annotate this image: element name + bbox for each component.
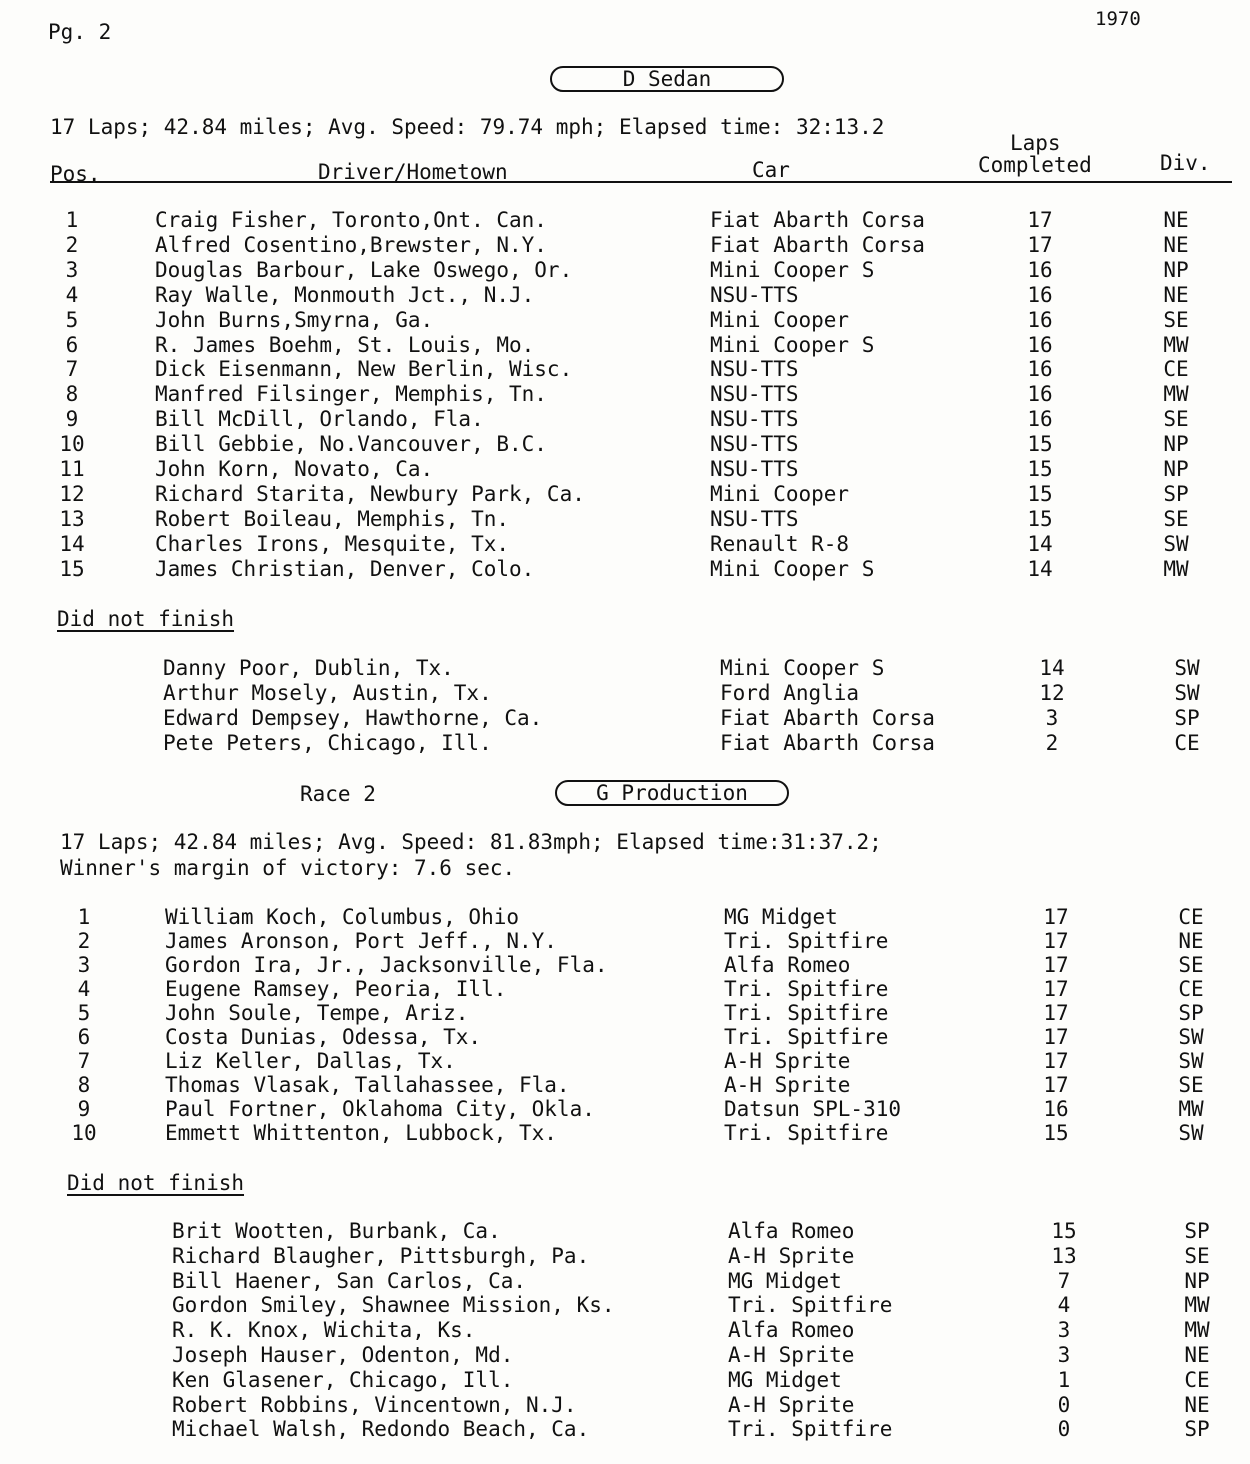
pos-cell: 7 [65, 357, 79, 382]
driver-cell: Eugene Ramsey, Peoria, Ill. [165, 977, 507, 1001]
table-row [0, 977, 1250, 1001]
pos-cell: 14 [59, 531, 85, 556]
laps-cell: 15 [1027, 506, 1053, 531]
div-cell: SP [1184, 1417, 1210, 1442]
div-cell: SP [1178, 1001, 1204, 1025]
pos-cell: 4 [65, 282, 79, 307]
car-cell: Mini Cooper S [710, 257, 875, 282]
laps-cell: 16 [1027, 307, 1053, 332]
table-row [0, 283, 1250, 307]
div-cell: NP [1163, 432, 1189, 457]
race2-dnf-heading: Did not finish [67, 1171, 245, 1195]
table-row [0, 1417, 1250, 1441]
driver-cell: Charles Irons, Mesquite, Tx. [155, 531, 510, 556]
driver-cell: Ken Glasener, Chicago, Ill. [172, 1367, 514, 1392]
car-cell: Fiat Abarth Corsa [720, 731, 935, 755]
table-row [0, 1073, 1250, 1097]
table-row [0, 1025, 1250, 1049]
car-cell: A-H Sprite [724, 1049, 851, 1073]
pos-cell: 5 [77, 1001, 91, 1025]
table-row [0, 681, 1250, 705]
car-cell: Alfa Romeo [728, 1219, 855, 1243]
table-row [0, 382, 1250, 406]
driver-cell: Pete Peters, Chicago, Ill. [163, 731, 492, 755]
car-cell: NSU-TTS [710, 382, 799, 407]
driver-cell: R. K. Knox, Wichita, Ks. [172, 1318, 476, 1343]
pos-cell: 8 [65, 382, 79, 407]
div-cell: NE [1184, 1392, 1210, 1417]
laps-cell: 16 [1027, 257, 1053, 282]
div-cell: NE [1163, 232, 1189, 257]
car-cell: MG Midget [728, 1268, 842, 1293]
laps-cell: 14 [1039, 656, 1065, 680]
car-cell: Mini Cooper S [720, 656, 885, 680]
pos-cell: 3 [77, 953, 91, 977]
pos-cell: 9 [77, 1097, 91, 1121]
div-cell: NE [1184, 1343, 1210, 1367]
car-cell: Datsun SPL-310 [724, 1097, 902, 1121]
race1-class-label: D Sedan [550, 66, 784, 92]
car-cell: Renault R-8 [710, 531, 850, 556]
div-cell: CE [1184, 1367, 1210, 1392]
div-cell: SW [1178, 1025, 1204, 1049]
div-cell: MW [1178, 1097, 1204, 1121]
laps-cell: 3 [1057, 1343, 1071, 1367]
pos-cell: 3 [65, 257, 79, 282]
table-row [0, 1097, 1250, 1121]
laps-cell: 7 [1057, 1268, 1071, 1293]
driver-cell: William Koch, Columbus, Ohio [165, 905, 520, 929]
driver-cell: Edward Dempsey, Hawthorne, Ca. [163, 706, 543, 730]
div-cell: NP [1184, 1268, 1210, 1293]
driver-cell: Brit Wootten, Burbank, Ca. [172, 1219, 501, 1243]
div-cell: NE [1163, 208, 1189, 232]
table-row [0, 208, 1250, 232]
header-div: Div. [1160, 151, 1211, 175]
driver-cell: John Korn, Novato, Ca. [155, 457, 434, 481]
driver-cell: James Christian, Denver, Colo. [155, 556, 535, 581]
laps-cell: 1 [1057, 1367, 1071, 1392]
car-cell: Tri. Spitfire [724, 1025, 889, 1049]
table-row [0, 1318, 1250, 1342]
driver-cell: Emmett Whittenton, Lubbock, Tx. [165, 1121, 557, 1145]
driver-cell: Craig Fisher, Toronto,Ont. Can. [155, 208, 547, 232]
pos-cell: 8 [77, 1073, 91, 1097]
div-cell: CE [1174, 731, 1200, 755]
car-cell: Mini Cooper S [710, 556, 875, 581]
laps-cell: 13 [1051, 1243, 1077, 1268]
laps-cell: 15 [1043, 1121, 1069, 1145]
laps-cell: 16 [1027, 407, 1053, 432]
laps-cell: 17 [1043, 905, 1069, 929]
driver-cell: Liz Keller, Dallas, Tx. [165, 1049, 456, 1073]
table-row [0, 953, 1250, 977]
pos-cell: 10 [71, 1121, 97, 1145]
table-row [0, 1049, 1250, 1073]
laps-cell: 4 [1057, 1293, 1071, 1318]
laps-cell: 16 [1043, 1097, 1069, 1121]
div-cell: SW [1174, 656, 1200, 680]
table-row [0, 1219, 1250, 1243]
car-cell: NSU-TTS [710, 357, 799, 382]
car-cell: Fiat Abarth Corsa [710, 232, 925, 257]
table-row [0, 1368, 1250, 1392]
table-row [0, 1293, 1250, 1317]
page-number: Pg. 2 [48, 20, 112, 44]
car-cell: Tri. Spitfire [724, 929, 889, 953]
race2-summary-line1: 17 Laps; 42.84 miles; Avg. Speed: 81.83mph; Elapsed time:31:37.2; [60, 830, 882, 854]
car-cell: NSU-TTS [710, 506, 799, 531]
driver-cell: John Burns,Smyrna, Ga. [155, 307, 434, 332]
div-cell: SW [1178, 1049, 1204, 1073]
laps-cell: 0 [1057, 1417, 1071, 1442]
driver-cell: Douglas Barbour, Lake Oswego, Or. [155, 257, 573, 282]
car-cell: Tri. Spitfire [728, 1293, 893, 1318]
div-cell: SE [1178, 953, 1204, 977]
car-cell: Alfa Romeo [724, 953, 851, 977]
car-cell: Tri. Spitfire [724, 977, 889, 1001]
laps-cell: 0 [1057, 1392, 1071, 1417]
div-cell: MW [1163, 332, 1189, 357]
laps-cell: 17 [1027, 232, 1053, 257]
div-cell: SE [1163, 307, 1189, 332]
driver-cell: Robert Robbins, Vincentown, N.J. [172, 1392, 577, 1417]
laps-cell: 17 [1043, 929, 1069, 953]
div-cell: SE [1178, 1073, 1204, 1097]
pos-cell: 6 [65, 332, 79, 357]
div-cell: NP [1163, 257, 1189, 282]
table-row [0, 507, 1250, 531]
div-cell: MW [1163, 382, 1189, 407]
div-cell: SP [1184, 1219, 1210, 1243]
div-cell: MW [1163, 556, 1189, 581]
div-cell: SW [1178, 1121, 1204, 1145]
laps-cell: 16 [1027, 282, 1053, 307]
car-cell: A-H Sprite [728, 1392, 855, 1417]
driver-cell: Alfred Cosentino,Brewster, N.Y. [155, 232, 547, 257]
table-row [0, 1244, 1250, 1268]
laps-cell: 16 [1027, 357, 1053, 382]
car-cell: Tri. Spitfire [728, 1417, 893, 1442]
race2-label: Race 2 [300, 782, 376, 806]
driver-cell: Thomas Vlasak, Tallahassee, Fla. [165, 1073, 570, 1097]
car-cell: Mini Cooper [710, 481, 850, 506]
car-cell: Tri. Spitfire [724, 1001, 889, 1025]
driver-cell: Richard Blaugher, Pittsburgh, Pa. [172, 1243, 590, 1268]
laps-cell: 17 [1043, 1049, 1069, 1073]
laps-cell: 16 [1027, 382, 1053, 407]
header-driver: Driver/Hometown [318, 160, 508, 184]
table-row [0, 929, 1250, 953]
driver-cell: R. James Boehm, St. Louis, Mo. [155, 332, 535, 357]
table-row [0, 482, 1250, 506]
car-cell: Tri. Spitfire [724, 1121, 889, 1145]
car-cell: A-H Sprite [728, 1243, 855, 1268]
car-cell: NSU-TTS [710, 282, 799, 307]
car-cell: NSU-TTS [710, 407, 799, 432]
driver-cell: Michael Walsh, Redondo Beach, Ca. [172, 1417, 590, 1442]
driver-cell: Bill McDill, Orlando, Fla. [155, 407, 484, 432]
driver-cell: Ray Walle, Monmouth Jct., N.J. [155, 282, 535, 307]
pos-cell: 2 [77, 929, 91, 953]
driver-cell: Bill Gebbie, No.Vancouver, B.C. [155, 432, 547, 457]
driver-cell: Bill Haener, San Carlos, Ca. [172, 1268, 527, 1293]
table-row [0, 233, 1250, 257]
car-cell: Fiat Abarth Corsa [720, 706, 935, 730]
car-cell: Mini Cooper [710, 307, 850, 332]
laps-cell: 2 [1045, 731, 1059, 755]
div-cell: CE [1163, 357, 1189, 382]
laps-cell: 16 [1027, 332, 1053, 357]
car-cell: Mini Cooper S [710, 332, 875, 357]
div-cell: CE [1178, 905, 1204, 929]
laps-cell: 3 [1045, 706, 1059, 730]
pos-cell: 15 [59, 556, 85, 581]
table-row [0, 656, 1250, 680]
driver-cell: Joseph Hauser, Odenton, Md. [172, 1343, 514, 1367]
table-row [0, 1269, 1250, 1293]
page-year: 1970 [1095, 8, 1141, 30]
car-cell: A-H Sprite [728, 1343, 855, 1367]
table-row [0, 1343, 1250, 1367]
table-row [0, 333, 1250, 357]
div-cell: SW [1174, 681, 1200, 705]
table-row [0, 557, 1250, 581]
table-row [0, 432, 1250, 456]
div-cell: NE [1163, 282, 1189, 307]
laps-cell: 17 [1043, 1001, 1069, 1025]
laps-cell: 17 [1027, 208, 1053, 232]
div-cell: NP [1163, 457, 1189, 481]
pos-cell: 11 [59, 457, 85, 481]
car-cell: MG Midget [728, 1367, 842, 1392]
laps-cell: 14 [1027, 531, 1053, 556]
div-cell: SE [1184, 1243, 1210, 1268]
div-cell: SP [1174, 706, 1200, 730]
driver-cell: Danny Poor, Dublin, Tx. [163, 656, 454, 680]
pos-cell: 7 [77, 1049, 91, 1073]
table-row [0, 258, 1250, 282]
header-divider [50, 181, 1232, 183]
pos-cell: 1 [65, 208, 79, 232]
pos-cell: 13 [59, 506, 85, 531]
header-completed: Completed [978, 153, 1092, 177]
laps-cell: 15 [1051, 1219, 1077, 1243]
laps-cell: 3 [1057, 1318, 1071, 1343]
pos-cell: 1 [77, 905, 91, 929]
table-row [0, 1121, 1250, 1145]
driver-cell: James Aronson, Port Jeff., N.Y. [165, 929, 557, 953]
div-cell: CE [1178, 977, 1204, 1001]
div-cell: SE [1163, 506, 1189, 531]
driver-cell: Manfred Filsinger, Memphis, Tn. [155, 382, 547, 407]
table-row [0, 308, 1250, 332]
header-car: Car [752, 158, 790, 182]
pos-cell: 5 [65, 307, 79, 332]
table-row [0, 357, 1250, 381]
laps-cell: 14 [1027, 556, 1053, 581]
div-cell: MW [1184, 1293, 1210, 1318]
driver-cell: John Soule, Tempe, Ariz. [165, 1001, 469, 1025]
div-cell: MW [1184, 1318, 1210, 1343]
laps-cell: 17 [1043, 1073, 1069, 1097]
header-pos: Pos. [50, 162, 101, 186]
car-cell: A-H Sprite [724, 1073, 851, 1097]
driver-cell: Gordon Ira, Jr., Jacksonville, Fla. [165, 953, 608, 977]
driver-cell: Robert Boileau, Memphis, Tn. [155, 506, 510, 531]
car-cell: NSU-TTS [710, 457, 799, 481]
table-row [0, 532, 1250, 556]
pos-cell: 10 [59, 432, 85, 457]
table-row [0, 1001, 1250, 1025]
car-cell: MG Midget [724, 905, 838, 929]
header-laps: Laps [1010, 131, 1061, 155]
driver-cell: Gordon Smiley, Shawnee Mission, Ks. [172, 1293, 615, 1318]
race1-summary: 17 Laps; 42.84 miles; Avg. Speed: 79.74 mph; Elapsed time: 32:13.2 [50, 115, 885, 139]
table-row [0, 407, 1250, 431]
driver-cell: Richard Starita, Newbury Park, Ca. [155, 481, 585, 506]
driver-cell: Dick Eisenmann, New Berlin, Wisc. [155, 357, 573, 382]
laps-cell: 17 [1043, 1025, 1069, 1049]
car-cell: Alfa Romeo [728, 1318, 855, 1343]
div-cell: NE [1178, 929, 1204, 953]
pos-cell: 6 [77, 1025, 91, 1049]
laps-cell: 15 [1027, 457, 1053, 481]
table-row [0, 731, 1250, 755]
div-cell: SP [1163, 481, 1189, 506]
driver-cell: Paul Fortner, Oklahoma City, Okla. [165, 1097, 595, 1121]
laps-cell: 17 [1043, 977, 1069, 1001]
car-cell: NSU-TTS [710, 432, 799, 457]
pos-cell: 4 [77, 977, 91, 1001]
pos-cell: 2 [65, 232, 79, 257]
laps-cell: 17 [1043, 953, 1069, 977]
race2-class-label: G Production [555, 780, 789, 806]
laps-cell: 15 [1027, 432, 1053, 457]
laps-cell: 12 [1039, 681, 1065, 705]
race1-dnf-heading: Did not finish [57, 607, 235, 631]
div-cell: SE [1163, 407, 1189, 432]
car-cell: Fiat Abarth Corsa [710, 208, 925, 232]
driver-cell: Arthur Mosely, Austin, Tx. [163, 681, 492, 705]
table-row [0, 457, 1250, 481]
car-cell: Ford Anglia [720, 681, 860, 705]
driver-cell: Costa Dunias, Odessa, Tx. [165, 1025, 482, 1049]
table-row [0, 905, 1250, 929]
race2-summary-line2: Winner's margin of victory: 7.6 sec. [60, 856, 516, 880]
div-cell: SW [1163, 531, 1189, 556]
table-row [0, 1393, 1250, 1417]
table-row [0, 706, 1250, 730]
pos-cell: 9 [65, 407, 79, 432]
pos-cell: 12 [59, 481, 85, 506]
laps-cell: 15 [1027, 481, 1053, 506]
